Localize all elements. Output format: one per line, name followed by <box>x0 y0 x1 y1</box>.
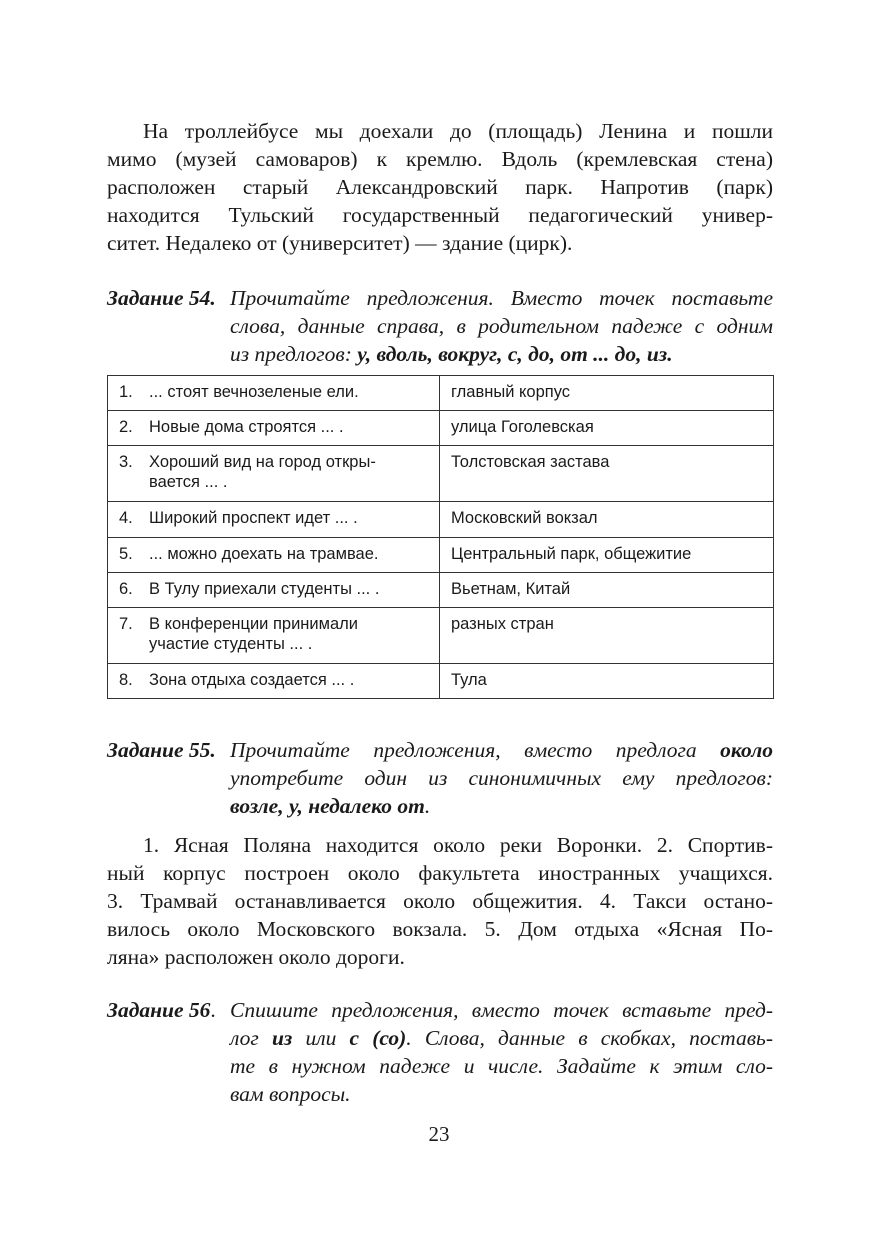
table-row <box>108 502 774 538</box>
instruction-line <box>230 736 773 764</box>
task-54-label: Задание 54. <box>107 286 216 310</box>
table-row <box>108 538 774 573</box>
instruction-text: . Слова, данные в скобках, поставь- <box>406 1026 773 1050</box>
sentence-text: Зона отдыха создается ... . <box>149 671 355 689</box>
sentence-cell <box>108 573 440 608</box>
words-cell: разных стран <box>440 608 774 664</box>
words-cell: Толстовская застава <box>440 446 774 502</box>
task-55-paragraph <box>107 831 773 971</box>
page-number: 23 <box>428 1122 450 1146</box>
row-number: 1. <box>119 383 133 401</box>
row-number: 2. <box>119 418 133 436</box>
instruction-line <box>230 312 773 340</box>
emphasis-text: из <box>271 1026 293 1050</box>
words-cell: Центральный парк, общежитие <box>440 538 774 573</box>
sentence-cell <box>108 608 440 664</box>
task-56-instructions <box>230 996 773 1108</box>
row-number: 6. <box>119 580 133 598</box>
task-55-label: Задание 55. <box>107 738 216 762</box>
row-number: 8. <box>119 671 133 689</box>
sentence-cell <box>108 502 440 538</box>
text-line: 3. Трамвай останавливается около общежития. 4. Такси остано- <box>107 889 773 913</box>
words-cell: Тула <box>440 664 774 699</box>
task-55-instructions <box>230 736 773 820</box>
task-56-label: Задание 56. <box>107 998 216 1022</box>
text-line: вилось около Московского вокзала. 5. Дом отдыха «Ясная По- <box>107 917 773 941</box>
words-cell: улица Гоголевская <box>440 411 774 446</box>
table-row <box>108 411 774 446</box>
sentence-cell <box>108 446 440 502</box>
sentence-cell <box>108 664 440 699</box>
task-55 <box>107 736 773 820</box>
sentence-text: Широкий проспект идет ... . <box>149 509 358 527</box>
task-54 <box>107 284 773 368</box>
task-54-table <box>107 375 774 699</box>
table-row <box>108 573 774 608</box>
text-line: расположен старый Александровский парк. Напротив (парк) <box>107 175 773 199</box>
sentence-text: ... стоят вечнозеленые ели. <box>149 383 359 401</box>
instruction-text: Прочитайте предложения. Вместо точек поставьте <box>230 286 773 310</box>
sentence-cell <box>108 411 440 446</box>
instruction-line <box>230 996 773 1024</box>
sentence-cell <box>108 538 440 573</box>
instruction-line <box>230 340 773 368</box>
instruction-line <box>230 764 773 792</box>
instruction-text: Спишите предложения, вместо точек вставьте пред- <box>230 998 773 1022</box>
words-cell: главный корпус <box>440 376 774 411</box>
row-number: 7. <box>119 615 133 633</box>
instruction-line <box>230 1052 773 1080</box>
task-54-instructions <box>230 284 773 368</box>
emphasis-text: около <box>720 738 773 762</box>
row-number: 5. <box>119 545 133 563</box>
text-line: ситет. Недалеко от (университет) — здание (цирк). <box>107 231 573 255</box>
instruction-text: Прочитайте предложения, вместо предлога <box>230 738 721 762</box>
row-number: 3. <box>119 453 133 471</box>
instruction-text: . <box>424 794 431 818</box>
text-line: ляна» расположен около дороги. <box>107 945 405 969</box>
sentence-cell <box>108 376 440 411</box>
emphasis-text: с (со) <box>349 1026 407 1050</box>
emphasis-text: возле, у, недалеко от <box>230 794 425 818</box>
instruction-text: или <box>292 1026 350 1050</box>
intro-paragraph <box>107 117 773 257</box>
instruction-line <box>230 284 773 312</box>
instruction-text: слова, данные справа, в родительном падеже с одним <box>230 314 773 338</box>
task-56-label-text: Задание 56 <box>107 998 211 1022</box>
sentence-text: В Тулу приехали студенты ... . <box>149 580 380 598</box>
text-line: 1. Ясная Поляна находится около реки Воронки. 2. Спортив- <box>143 833 773 857</box>
instruction-text: употребите один из синонимичных ему предлогов: <box>230 766 773 790</box>
table-row <box>108 608 774 664</box>
text-line: ный корпус построен около факультета иностранных учащихся. <box>107 861 773 885</box>
instruction-text: те в нужном падеже и числе. Задайте к этим сло- <box>230 1054 773 1078</box>
text-line: На троллейбусе мы доехали до (площадь) Ленина и пошли <box>143 119 773 143</box>
words-cell: Вьетнам, Китай <box>440 573 774 608</box>
instruction-line <box>230 1024 773 1052</box>
words-cell: Московский вокзал <box>440 502 774 538</box>
sentence-text: Хороший вид на город откры-вается ... . <box>149 453 376 491</box>
sentence-text: В конференции принимали участие студенты ... . <box>149 615 358 653</box>
sentence-text: Новые дома строятся ... . <box>149 418 344 436</box>
instruction-line <box>230 792 773 820</box>
text-line: мимо (музей самоваров) к кремлю. Вдоль (кремлевская стена) <box>107 147 773 171</box>
instruction-line <box>230 1080 773 1108</box>
table-row <box>108 664 774 699</box>
instruction-text: лог <box>230 1026 272 1050</box>
row-number: 4. <box>119 509 133 527</box>
task-56 <box>107 996 773 1108</box>
text-line: находится Тульский государственный педагогический универ- <box>107 203 773 227</box>
table-row <box>108 446 774 502</box>
emphasis-text: у, вдоль, вокруг, с, до, от ... до, из. <box>357 342 673 366</box>
instruction-text: вам вопросы. <box>230 1082 351 1106</box>
sentence-text: ... можно доехать на трамвае. <box>149 545 379 563</box>
table-row <box>108 376 774 411</box>
instruction-text: из предлогов: <box>230 342 358 366</box>
